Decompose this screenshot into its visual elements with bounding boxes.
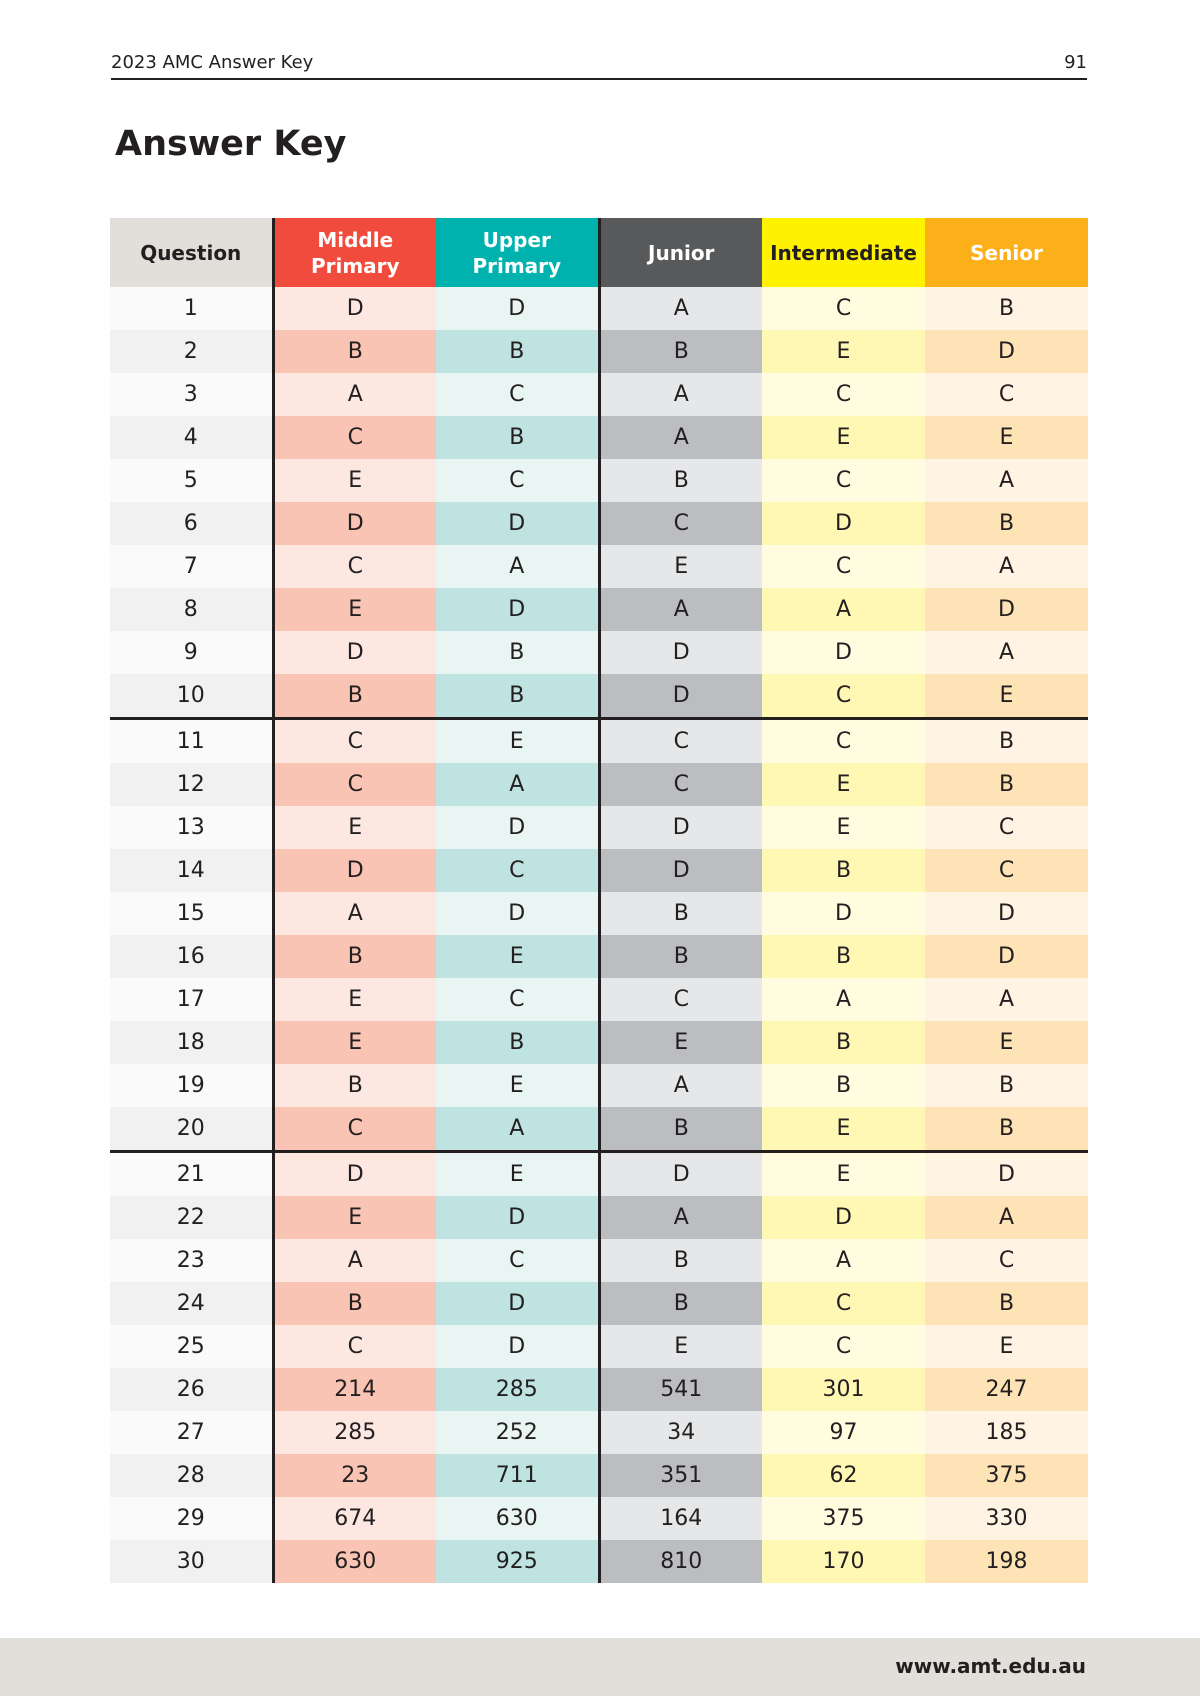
cell-senior: D <box>925 588 1088 631</box>
cell-senior: 375 <box>925 1454 1088 1497</box>
cell-senior: B <box>925 502 1088 545</box>
cell-junior: A <box>599 588 762 631</box>
cell-question: 20 <box>110 1107 273 1152</box>
cell-upper-primary: D <box>436 1196 599 1239</box>
answer-key-table <box>110 218 1088 1583</box>
cell-upper-primary: C <box>436 849 599 892</box>
cell-middle-primary: C <box>273 763 436 806</box>
table-row <box>110 1540 1088 1583</box>
cell-junior: B <box>599 1107 762 1152</box>
cell-upper-primary: E <box>436 1064 599 1107</box>
table-row <box>110 373 1088 416</box>
table-row <box>110 1196 1088 1239</box>
cell-upper-primary: E <box>436 1152 599 1197</box>
cell-junior: 351 <box>599 1454 762 1497</box>
header-middle-primary <box>273 218 436 287</box>
cell-intermediate: 170 <box>762 1540 925 1583</box>
cell-junior: B <box>599 935 762 978</box>
header-junior: Junior <box>599 218 762 287</box>
cell-middle-primary: E <box>273 1021 436 1064</box>
table-row <box>110 545 1088 588</box>
cell-question: 9 <box>110 631 273 674</box>
table-row <box>110 416 1088 459</box>
cell-question: 12 <box>110 763 273 806</box>
cell-question: 7 <box>110 545 273 588</box>
cell-question: 30 <box>110 1540 273 1583</box>
cell-upper-primary: 925 <box>436 1540 599 1583</box>
cell-middle-primary: D <box>273 502 436 545</box>
cell-intermediate: C <box>762 373 925 416</box>
cell-junior: 164 <box>599 1497 762 1540</box>
header-senior: Senior <box>925 218 1088 287</box>
cell-intermediate: 375 <box>762 1497 925 1540</box>
cell-upper-primary: B <box>436 674 599 719</box>
cell-senior: E <box>925 416 1088 459</box>
cell-question: 18 <box>110 1021 273 1064</box>
document-title: 2023 AMC Answer Key <box>111 52 314 73</box>
header-middle-primary-line1: Middle <box>317 227 394 252</box>
cell-junior: E <box>599 1021 762 1064</box>
table-row <box>110 1282 1088 1325</box>
cell-question: 23 <box>110 1239 273 1282</box>
cell-junior: B <box>599 330 762 373</box>
table-row <box>110 1107 1088 1152</box>
cell-senior: E <box>925 674 1088 719</box>
cell-senior: A <box>925 631 1088 674</box>
cell-middle-primary: B <box>273 674 436 719</box>
cell-upper-primary: B <box>436 416 599 459</box>
cell-senior: A <box>925 459 1088 502</box>
cell-junior: B <box>599 1282 762 1325</box>
cell-intermediate: B <box>762 849 925 892</box>
table-row <box>110 1152 1088 1197</box>
cell-junior: C <box>599 978 762 1021</box>
header-upper-primary <box>436 218 599 287</box>
cell-intermediate: C <box>762 1282 925 1325</box>
cell-senior: B <box>925 1282 1088 1325</box>
cell-intermediate: B <box>762 935 925 978</box>
cell-senior: C <box>925 849 1088 892</box>
cell-junior: D <box>599 806 762 849</box>
cell-intermediate: C <box>762 719 925 764</box>
cell-upper-primary: 285 <box>436 1368 599 1411</box>
cell-middle-primary: B <box>273 330 436 373</box>
cell-upper-primary: C <box>436 459 599 502</box>
cell-intermediate: E <box>762 330 925 373</box>
cell-upper-primary: D <box>436 588 599 631</box>
page-number: 91 <box>1064 52 1087 73</box>
cell-intermediate: A <box>762 978 925 1021</box>
cell-intermediate: A <box>762 588 925 631</box>
cell-intermediate: 301 <box>762 1368 925 1411</box>
cell-junior: A <box>599 373 762 416</box>
cell-senior: B <box>925 287 1088 330</box>
table-row <box>110 588 1088 631</box>
cell-junior: A <box>599 287 762 330</box>
running-header <box>111 52 1087 80</box>
table-row <box>110 1411 1088 1454</box>
footer-bar <box>0 1638 1200 1696</box>
cell-middle-primary: 23 <box>273 1454 436 1497</box>
cell-middle-primary: A <box>273 892 436 935</box>
table-row <box>110 1239 1088 1282</box>
cell-upper-primary: 711 <box>436 1454 599 1497</box>
cell-middle-primary: C <box>273 1107 436 1152</box>
cell-senior: 330 <box>925 1497 1088 1540</box>
cell-middle-primary: B <box>273 1282 436 1325</box>
table-row <box>110 631 1088 674</box>
cell-upper-primary: D <box>436 892 599 935</box>
cell-senior: C <box>925 806 1088 849</box>
cell-question: 26 <box>110 1368 273 1411</box>
cell-intermediate: D <box>762 502 925 545</box>
cell-question: 24 <box>110 1282 273 1325</box>
cell-upper-primary: D <box>436 502 599 545</box>
cell-intermediate: A <box>762 1239 925 1282</box>
cell-intermediate: C <box>762 545 925 588</box>
cell-question: 3 <box>110 373 273 416</box>
cell-senior: D <box>925 330 1088 373</box>
cell-intermediate: E <box>762 1152 925 1197</box>
cell-intermediate: E <box>762 416 925 459</box>
cell-senior: D <box>925 1152 1088 1197</box>
table-row <box>110 1064 1088 1107</box>
cell-middle-primary: E <box>273 459 436 502</box>
table-row <box>110 330 1088 373</box>
cell-middle-primary: E <box>273 978 436 1021</box>
cell-upper-primary: 252 <box>436 1411 599 1454</box>
answer-rows <box>110 287 1088 1583</box>
table-row <box>110 1325 1088 1368</box>
cell-middle-primary: B <box>273 935 436 978</box>
cell-intermediate: C <box>762 1325 925 1368</box>
cell-question: 10 <box>110 674 273 719</box>
cell-question: 25 <box>110 1325 273 1368</box>
cell-intermediate: E <box>762 1107 925 1152</box>
cell-upper-primary: E <box>436 719 599 764</box>
table-row <box>110 1497 1088 1540</box>
cell-intermediate: D <box>762 631 925 674</box>
cell-junior: D <box>599 849 762 892</box>
cell-intermediate: E <box>762 806 925 849</box>
cell-question: 4 <box>110 416 273 459</box>
footer-url: www.amt.edu.au <box>895 1654 1086 1678</box>
cell-question: 1 <box>110 287 273 330</box>
cell-senior: C <box>925 373 1088 416</box>
table-row <box>110 502 1088 545</box>
table-row <box>110 719 1088 764</box>
cell-middle-primary: A <box>273 373 436 416</box>
header-upper-primary-line1: Upper <box>482 227 551 252</box>
cell-upper-primary: D <box>436 806 599 849</box>
table-row <box>110 674 1088 719</box>
cell-junior: B <box>599 1239 762 1282</box>
table-row <box>110 935 1088 978</box>
table-row <box>110 459 1088 502</box>
cell-question: 15 <box>110 892 273 935</box>
cell-senior: A <box>925 1196 1088 1239</box>
cell-upper-primary: A <box>436 1107 599 1152</box>
cell-senior: E <box>925 1021 1088 1064</box>
page-title: Answer Key <box>115 124 347 164</box>
cell-upper-primary: D <box>436 1282 599 1325</box>
cell-senior: E <box>925 1325 1088 1368</box>
cell-junior: D <box>599 674 762 719</box>
cell-upper-primary: B <box>436 330 599 373</box>
cell-middle-primary: D <box>273 1152 436 1197</box>
cell-junior: A <box>599 1196 762 1239</box>
cell-junior: C <box>599 763 762 806</box>
cell-intermediate: C <box>762 674 925 719</box>
cell-question: 17 <box>110 978 273 1021</box>
cell-middle-primary: C <box>273 545 436 588</box>
cell-upper-primary: 630 <box>436 1497 599 1540</box>
cell-junior: E <box>599 1325 762 1368</box>
cell-upper-primary: B <box>436 631 599 674</box>
cell-middle-primary: E <box>273 1196 436 1239</box>
cell-question: 5 <box>110 459 273 502</box>
cell-middle-primary: C <box>273 719 436 764</box>
cell-intermediate: B <box>762 1021 925 1064</box>
cell-middle-primary: 285 <box>273 1411 436 1454</box>
cell-junior: D <box>599 631 762 674</box>
cell-junior: 34 <box>599 1411 762 1454</box>
cell-senior: 185 <box>925 1411 1088 1454</box>
cell-question: 19 <box>110 1064 273 1107</box>
cell-senior: 198 <box>925 1540 1088 1583</box>
cell-senior: C <box>925 1239 1088 1282</box>
table-row <box>110 978 1088 1021</box>
cell-middle-primary: D <box>273 631 436 674</box>
cell-junior: A <box>599 416 762 459</box>
cell-senior: B <box>925 1064 1088 1107</box>
cell-middle-primary: D <box>273 287 436 330</box>
cell-senior: B <box>925 763 1088 806</box>
table-row <box>110 1454 1088 1497</box>
cell-intermediate: E <box>762 763 925 806</box>
cell-junior: 810 <box>599 1540 762 1583</box>
cell-junior: C <box>599 719 762 764</box>
cell-middle-primary: 674 <box>273 1497 436 1540</box>
cell-junior: D <box>599 1152 762 1197</box>
cell-question: 28 <box>110 1454 273 1497</box>
cell-senior: D <box>925 935 1088 978</box>
table-row <box>110 849 1088 892</box>
cell-upper-primary: E <box>436 935 599 978</box>
cell-senior: B <box>925 1107 1088 1152</box>
cell-upper-primary: C <box>436 978 599 1021</box>
cell-junior: 541 <box>599 1368 762 1411</box>
cell-junior: E <box>599 545 762 588</box>
cell-middle-primary: E <box>273 588 436 631</box>
cell-junior: C <box>599 502 762 545</box>
cell-middle-primary: D <box>273 849 436 892</box>
cell-senior: 247 <box>925 1368 1088 1411</box>
cell-question: 14 <box>110 849 273 892</box>
cell-middle-primary: E <box>273 806 436 849</box>
header-intermediate: Intermediate <box>762 218 925 287</box>
header-middle-primary-line2: Primary <box>310 253 400 278</box>
cell-intermediate: D <box>762 1196 925 1239</box>
cell-intermediate: 97 <box>762 1411 925 1454</box>
cell-question: 16 <box>110 935 273 978</box>
cell-question: 29 <box>110 1497 273 1540</box>
cell-junior: B <box>599 459 762 502</box>
cell-senior: B <box>925 719 1088 764</box>
table-row <box>110 1021 1088 1064</box>
cell-upper-primary: C <box>436 373 599 416</box>
cell-senior: A <box>925 978 1088 1021</box>
cell-senior: D <box>925 892 1088 935</box>
cell-upper-primary: D <box>436 287 599 330</box>
table-row <box>110 1368 1088 1411</box>
cell-question: 22 <box>110 1196 273 1239</box>
cell-middle-primary: C <box>273 416 436 459</box>
cell-junior: B <box>599 892 762 935</box>
table-row <box>110 806 1088 849</box>
cell-middle-primary: 214 <box>273 1368 436 1411</box>
cell-upper-primary: C <box>436 1239 599 1282</box>
cell-upper-primary: A <box>436 763 599 806</box>
cell-upper-primary: D <box>436 1325 599 1368</box>
header-question: Question <box>110 218 273 287</box>
cell-middle-primary: A <box>273 1239 436 1282</box>
cell-middle-primary: C <box>273 1325 436 1368</box>
table-row <box>110 892 1088 935</box>
cell-intermediate: D <box>762 892 925 935</box>
cell-senior: A <box>925 545 1088 588</box>
cell-intermediate: C <box>762 287 925 330</box>
cell-intermediate: B <box>762 1064 925 1107</box>
cell-question: 8 <box>110 588 273 631</box>
cell-upper-primary: B <box>436 1021 599 1064</box>
cell-question: 27 <box>110 1411 273 1454</box>
cell-question: 2 <box>110 330 273 373</box>
cell-middle-primary: B <box>273 1064 436 1107</box>
header-upper-primary-line2: Primary <box>472 253 562 278</box>
cell-upper-primary: A <box>436 545 599 588</box>
cell-question: 6 <box>110 502 273 545</box>
table-header-row <box>110 218 1088 287</box>
cell-middle-primary: 630 <box>273 1540 436 1583</box>
cell-junior: A <box>599 1064 762 1107</box>
cell-question: 13 <box>110 806 273 849</box>
cell-question: 21 <box>110 1152 273 1197</box>
table-row <box>110 287 1088 330</box>
cell-question: 11 <box>110 719 273 764</box>
cell-intermediate: 62 <box>762 1454 925 1497</box>
cell-intermediate: C <box>762 459 925 502</box>
table-row <box>110 763 1088 806</box>
